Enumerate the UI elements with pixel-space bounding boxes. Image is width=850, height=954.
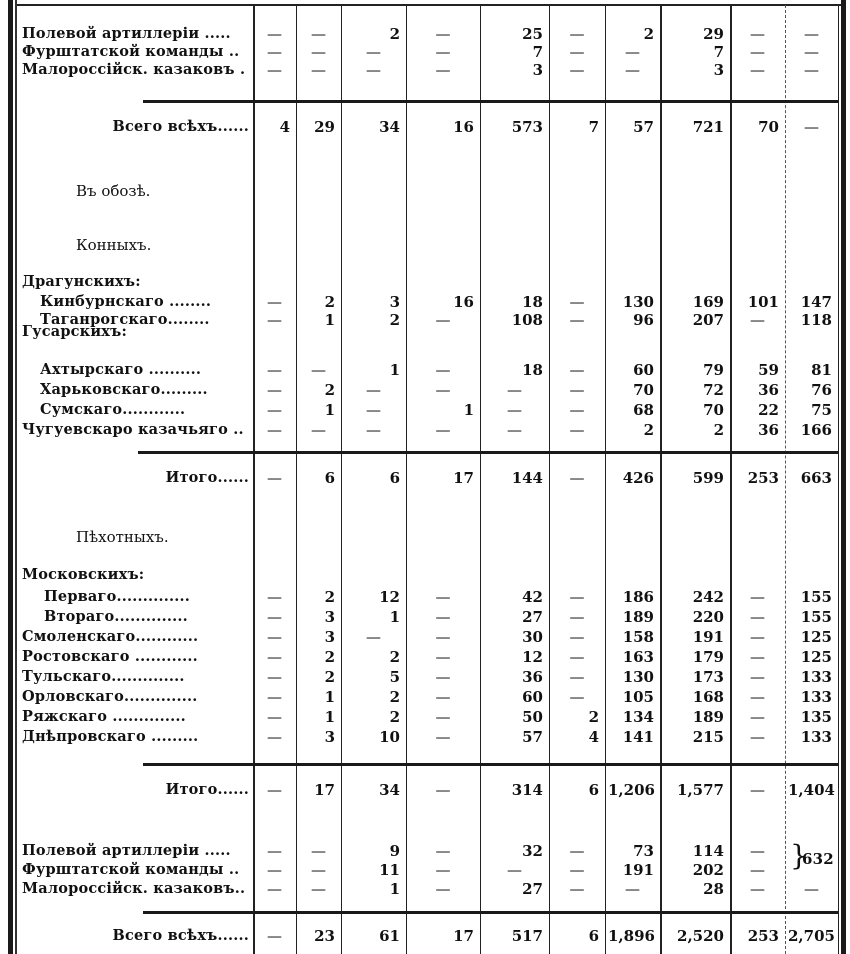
value-cell: 2 xyxy=(324,668,335,686)
value-cell: — xyxy=(804,118,819,136)
row-label: Итого...... xyxy=(165,781,249,798)
value-cell: 130 xyxy=(622,293,654,311)
value-cell: 2 xyxy=(713,421,724,439)
value-cell: — xyxy=(750,628,765,646)
value-cell: 27 xyxy=(522,880,543,898)
value-cell: 215 xyxy=(692,728,724,746)
brace-icon: } xyxy=(790,839,808,872)
value-cell: — xyxy=(267,708,282,726)
value-cell: 1 xyxy=(324,401,335,419)
value-cell: — xyxy=(311,43,326,61)
row-label: Смоленскаго............ xyxy=(22,628,199,645)
value-cell: — xyxy=(267,25,282,43)
row-label: Ростовскаго ............ xyxy=(22,648,198,665)
value-cell: — xyxy=(507,421,522,439)
value-cell: — xyxy=(267,588,282,606)
table-row xyxy=(0,587,850,607)
value-cell: 27 xyxy=(522,608,543,626)
row-label: Всего всѣхъ...... xyxy=(112,118,249,135)
value-cell: 147 xyxy=(800,293,832,311)
value-cell: 11 xyxy=(379,861,400,879)
value-cell: 2,705 xyxy=(788,927,835,945)
value-cell: 2 xyxy=(643,421,654,439)
value-cell: — xyxy=(267,381,282,399)
value-cell: 57 xyxy=(633,118,654,136)
value-cell: 23 xyxy=(314,927,335,945)
value-cell: 2 xyxy=(389,311,400,329)
value-cell: — xyxy=(569,381,585,399)
value-cell: — xyxy=(267,61,282,79)
value-cell: 70 xyxy=(633,381,654,399)
value-cell: — xyxy=(435,588,451,606)
value-cell: 125 xyxy=(800,648,832,666)
value-cell: — xyxy=(311,61,326,79)
value-cell: 207 xyxy=(692,311,724,329)
value-cell: — xyxy=(435,861,451,879)
value-cell: 18 xyxy=(522,361,543,379)
value-cell: — xyxy=(750,25,765,43)
row-label: Фурштатской команды .. xyxy=(22,43,240,60)
table-row xyxy=(0,627,850,647)
value-cell: — xyxy=(267,927,282,945)
value-cell: — xyxy=(267,880,282,898)
total-rule xyxy=(138,451,838,454)
value-cell: — xyxy=(435,43,451,61)
value-cell: — xyxy=(625,880,640,898)
value-cell: — xyxy=(267,781,282,799)
value-cell: 1,404 xyxy=(788,781,835,799)
row-label: Тульскаго.............. xyxy=(22,668,185,685)
value-cell: — xyxy=(267,861,282,879)
value-cell: — xyxy=(804,43,819,61)
value-cell: — xyxy=(311,361,326,379)
value-cell: — xyxy=(435,842,451,860)
value-cell: 50 xyxy=(522,708,543,726)
value-cell: 9 xyxy=(389,842,400,860)
table-row xyxy=(0,607,850,627)
value-cell: 166 xyxy=(800,421,832,439)
value-cell: — xyxy=(267,311,282,329)
value-cell: — xyxy=(750,648,765,666)
value-cell: — xyxy=(569,648,585,666)
value-cell: 1 xyxy=(463,401,474,419)
value-cell: 191 xyxy=(692,628,724,646)
row-label: Полевой артиллеріи ..... xyxy=(22,25,231,42)
bracketed-total: 632 xyxy=(802,850,834,868)
value-cell: 2 xyxy=(643,25,654,43)
value-cell: — xyxy=(569,608,585,626)
value-cell: — xyxy=(750,668,765,686)
table-row xyxy=(0,667,850,687)
value-cell: 134 xyxy=(622,708,654,726)
value-cell: 168 xyxy=(692,688,724,706)
row-label: Сумскаго............ xyxy=(40,401,186,418)
value-cell: — xyxy=(366,401,381,419)
value-cell: 141 xyxy=(622,728,654,746)
value-cell: — xyxy=(366,381,381,399)
value-cell: — xyxy=(750,708,765,726)
value-cell: — xyxy=(569,668,585,686)
value-cell: — xyxy=(267,469,282,487)
row-label: Таганрогскаго........ xyxy=(40,311,210,328)
value-cell: — xyxy=(366,628,381,646)
value-cell: — xyxy=(435,880,451,898)
row-label: Полевой артиллеріи ..... xyxy=(22,842,231,859)
value-cell: — xyxy=(435,311,451,329)
value-cell: 12 xyxy=(522,648,543,666)
value-cell: — xyxy=(435,608,451,626)
value-cell: 6 xyxy=(588,927,599,945)
value-cell: — xyxy=(366,421,381,439)
value-cell: — xyxy=(625,43,640,61)
value-cell: 202 xyxy=(692,861,724,879)
value-cell: 72 xyxy=(703,381,724,399)
value-cell: 75 xyxy=(811,401,832,419)
value-cell: — xyxy=(750,311,765,329)
row-label: Втораго.............. xyxy=(44,608,188,625)
value-cell: — xyxy=(804,25,819,43)
value-cell: 242 xyxy=(692,588,724,606)
value-cell: — xyxy=(267,43,282,61)
value-cell: — xyxy=(750,688,765,706)
value-cell: 61 xyxy=(379,927,400,945)
value-cell: — xyxy=(507,381,522,399)
row-label: Малороссійск. казаковъ . xyxy=(22,61,246,78)
value-cell: 517 xyxy=(511,927,543,945)
value-cell: 130 xyxy=(622,668,654,686)
value-cell: — xyxy=(569,401,585,419)
row-label: Всего всѣхъ...... xyxy=(112,927,249,944)
value-cell: 59 xyxy=(758,361,779,379)
value-cell: — xyxy=(267,728,282,746)
value-cell: 4 xyxy=(588,728,599,746)
value-cell: 108 xyxy=(511,311,543,329)
value-cell: 1 xyxy=(389,608,400,626)
table-row xyxy=(0,360,850,380)
value-cell: 133 xyxy=(800,668,832,686)
value-cell: 3 xyxy=(324,628,335,646)
value-cell: 6 xyxy=(588,781,599,799)
value-cell: 125 xyxy=(800,628,832,646)
value-cell: — xyxy=(435,25,451,43)
value-cell: — xyxy=(625,61,640,79)
value-cell: 133 xyxy=(800,688,832,706)
value-cell: — xyxy=(435,708,451,726)
group-label-moscow: Московскихъ: xyxy=(22,566,145,583)
value-cell: 2,520 xyxy=(677,927,724,945)
table-row xyxy=(0,380,850,400)
value-cell: 60 xyxy=(522,688,543,706)
value-cell: — xyxy=(435,381,451,399)
value-cell: — xyxy=(435,781,451,799)
value-cell: 29 xyxy=(703,25,724,43)
value-cell: — xyxy=(435,361,451,379)
total-row xyxy=(0,780,850,800)
value-cell: — xyxy=(507,401,522,419)
value-cell: — xyxy=(311,880,326,898)
value-cell: 3 xyxy=(713,61,724,79)
value-cell: — xyxy=(569,25,585,43)
value-cell: — xyxy=(569,628,585,646)
value-cell: 426 xyxy=(622,469,654,487)
value-cell: 2 xyxy=(389,708,400,726)
value-cell: 25 xyxy=(522,25,543,43)
group-label-dragoons: Драгунскихъ: xyxy=(22,273,141,290)
value-cell: 179 xyxy=(692,648,724,666)
value-cell: 220 xyxy=(692,608,724,626)
value-cell: — xyxy=(569,842,585,860)
value-cell: — xyxy=(267,421,282,439)
value-cell: 34 xyxy=(379,781,400,799)
value-cell: 81 xyxy=(811,361,832,379)
total-rule xyxy=(143,911,838,914)
value-cell: 155 xyxy=(800,608,832,626)
value-cell: — xyxy=(569,880,585,898)
value-cell: 7 xyxy=(532,43,543,61)
total-rule xyxy=(143,763,838,766)
value-cell: 18 xyxy=(522,293,543,311)
table-row xyxy=(0,727,850,747)
value-cell: 70 xyxy=(758,118,779,136)
value-cell: — xyxy=(569,469,585,487)
value-cell: — xyxy=(569,588,585,606)
total-row xyxy=(0,926,850,946)
value-cell: — xyxy=(435,421,451,439)
value-cell: — xyxy=(435,628,451,646)
value-cell: 155 xyxy=(800,588,832,606)
value-cell: 30 xyxy=(522,628,543,646)
value-cell: 3 xyxy=(389,293,400,311)
value-cell: 70 xyxy=(703,401,724,419)
value-cell: 4 xyxy=(279,118,290,136)
value-cell: 42 xyxy=(522,588,543,606)
top-rule xyxy=(17,4,841,6)
row-label: Днѣпровскаго ......... xyxy=(22,728,199,745)
value-cell: — xyxy=(750,61,765,79)
value-cell: 1,206 xyxy=(608,781,655,799)
value-cell: 189 xyxy=(692,708,724,726)
table-row xyxy=(0,687,850,707)
value-cell: — xyxy=(569,361,585,379)
value-cell: 118 xyxy=(800,311,832,329)
table-row xyxy=(0,292,850,312)
value-cell: — xyxy=(267,668,282,686)
table-row xyxy=(0,42,850,62)
value-cell: — xyxy=(750,842,765,860)
value-cell: — xyxy=(366,43,381,61)
table-row xyxy=(0,420,850,440)
value-cell: 189 xyxy=(622,608,654,626)
value-cell: 2 xyxy=(324,381,335,399)
value-cell: — xyxy=(435,668,451,686)
value-cell: — xyxy=(750,880,765,898)
value-cell: — xyxy=(569,688,585,706)
value-cell: 6 xyxy=(389,469,400,487)
value-cell: 2 xyxy=(324,648,335,666)
section-heading-oboz: Въ обозѣ. xyxy=(76,182,151,200)
value-cell: — xyxy=(267,361,282,379)
value-cell: 5 xyxy=(389,668,400,686)
value-cell: 68 xyxy=(633,401,654,419)
value-cell: 721 xyxy=(692,118,724,136)
table-row xyxy=(0,707,850,727)
value-cell: 32 xyxy=(522,842,543,860)
value-cell: 1 xyxy=(389,361,400,379)
value-cell: — xyxy=(569,861,585,879)
row-label: Фурштатской команды .. xyxy=(22,861,240,878)
value-cell: — xyxy=(435,648,451,666)
value-cell: — xyxy=(366,61,381,79)
value-cell: — xyxy=(435,728,451,746)
value-cell: 1 xyxy=(324,708,335,726)
total-row xyxy=(0,468,850,488)
row-label: Чугуевскаро казачьяго .. xyxy=(22,421,244,438)
row-label: Перваго.............. xyxy=(44,588,190,605)
value-cell: 114 xyxy=(692,842,724,860)
row-label: Малороссійск. казаковъ.. xyxy=(22,880,246,897)
value-cell: 6 xyxy=(324,469,335,487)
value-cell: 2 xyxy=(324,293,335,311)
value-cell: 22 xyxy=(758,401,779,419)
value-cell: 3 xyxy=(324,608,335,626)
value-cell: 191 xyxy=(622,861,654,879)
value-cell: 36 xyxy=(758,421,779,439)
value-cell: — xyxy=(569,293,585,311)
value-cell: 2 xyxy=(389,25,400,43)
value-cell: 1 xyxy=(324,311,335,329)
value-cell: — xyxy=(267,628,282,646)
value-cell: 253 xyxy=(747,469,779,487)
table-row xyxy=(0,310,850,330)
table-row xyxy=(0,400,850,420)
value-cell: — xyxy=(804,880,819,898)
value-cell: 2 xyxy=(588,708,599,726)
value-cell: 1,896 xyxy=(608,927,655,945)
value-cell: 3 xyxy=(324,728,335,746)
value-cell: 314 xyxy=(511,781,543,799)
total-row xyxy=(0,117,850,137)
table-row xyxy=(0,24,850,44)
table-row xyxy=(0,60,850,80)
value-cell: — xyxy=(569,421,585,439)
value-cell: 79 xyxy=(703,361,724,379)
value-cell: 17 xyxy=(453,469,474,487)
table-row xyxy=(0,879,850,899)
value-cell: — xyxy=(311,842,326,860)
value-cell: — xyxy=(750,43,765,61)
value-cell: 10 xyxy=(379,728,400,746)
value-cell: 16 xyxy=(453,118,474,136)
value-cell: 105 xyxy=(622,688,654,706)
table-row xyxy=(0,841,850,861)
table-row xyxy=(0,647,850,667)
value-cell: 36 xyxy=(522,668,543,686)
value-cell: 573 xyxy=(511,118,543,136)
value-cell: 1,577 xyxy=(677,781,724,799)
value-cell: 1 xyxy=(324,688,335,706)
table-row xyxy=(0,860,850,880)
value-cell: 7 xyxy=(713,43,724,61)
value-cell: — xyxy=(311,421,326,439)
value-cell: — xyxy=(569,311,585,329)
row-label: Итого...... xyxy=(165,469,249,486)
value-cell: — xyxy=(267,608,282,626)
value-cell: 2 xyxy=(389,688,400,706)
value-cell: 135 xyxy=(800,708,832,726)
value-cell: 76 xyxy=(811,381,832,399)
value-cell: 599 xyxy=(692,469,724,487)
value-cell: 34 xyxy=(379,118,400,136)
value-cell: 169 xyxy=(692,293,724,311)
value-cell: 3 xyxy=(532,61,543,79)
value-cell: — xyxy=(750,861,765,879)
value-cell: 2 xyxy=(389,648,400,666)
value-cell: 144 xyxy=(511,469,543,487)
value-cell: — xyxy=(750,728,765,746)
value-cell: 133 xyxy=(800,728,832,746)
value-cell: 60 xyxy=(633,361,654,379)
value-cell: — xyxy=(267,842,282,860)
total-rule xyxy=(143,100,838,103)
value-cell: 28 xyxy=(703,880,724,898)
row-label: Орловскаго.............. xyxy=(22,688,198,705)
value-cell: — xyxy=(750,781,765,799)
value-cell: 101 xyxy=(747,293,779,311)
section-heading-infantry: Пѣхотныхъ. xyxy=(76,528,169,546)
value-cell: — xyxy=(569,43,585,61)
section-heading-cavalry: Конныхъ. xyxy=(76,236,152,254)
row-label: Ахтырскаго .......... xyxy=(40,361,202,378)
value-cell: 57 xyxy=(522,728,543,746)
value-cell: 158 xyxy=(622,628,654,646)
value-cell: — xyxy=(804,61,819,79)
value-cell: 663 xyxy=(800,469,832,487)
value-cell: 7 xyxy=(588,118,599,136)
value-cell: 96 xyxy=(633,311,654,329)
value-cell: — xyxy=(569,61,585,79)
value-cell: — xyxy=(267,648,282,666)
value-cell: 29 xyxy=(314,118,335,136)
value-cell: 17 xyxy=(314,781,335,799)
row-label: Ряжскаго .............. xyxy=(22,708,186,725)
value-cell: — xyxy=(311,861,326,879)
row-label: Кинбурнскаго ........ xyxy=(40,293,212,310)
value-cell: 1 xyxy=(389,880,400,898)
value-cell: 186 xyxy=(622,588,654,606)
value-cell: — xyxy=(311,25,326,43)
value-cell: — xyxy=(435,688,451,706)
value-cell: 16 xyxy=(453,293,474,311)
value-cell: — xyxy=(267,293,282,311)
value-cell: — xyxy=(750,588,765,606)
group-label-hussars: Гусарскихъ: xyxy=(22,323,128,340)
value-cell: 173 xyxy=(692,668,724,686)
value-cell: — xyxy=(507,861,522,879)
value-cell: 2 xyxy=(324,588,335,606)
value-cell: 73 xyxy=(633,842,654,860)
value-cell: 17 xyxy=(453,927,474,945)
value-cell: — xyxy=(435,61,451,79)
row-label: Харьковскаго......... xyxy=(40,381,208,398)
value-cell: 253 xyxy=(747,927,779,945)
value-cell: 36 xyxy=(758,381,779,399)
value-cell: — xyxy=(267,401,282,419)
value-cell: 12 xyxy=(379,588,400,606)
value-cell: — xyxy=(750,608,765,626)
value-cell: — xyxy=(267,688,282,706)
value-cell: 163 xyxy=(622,648,654,666)
